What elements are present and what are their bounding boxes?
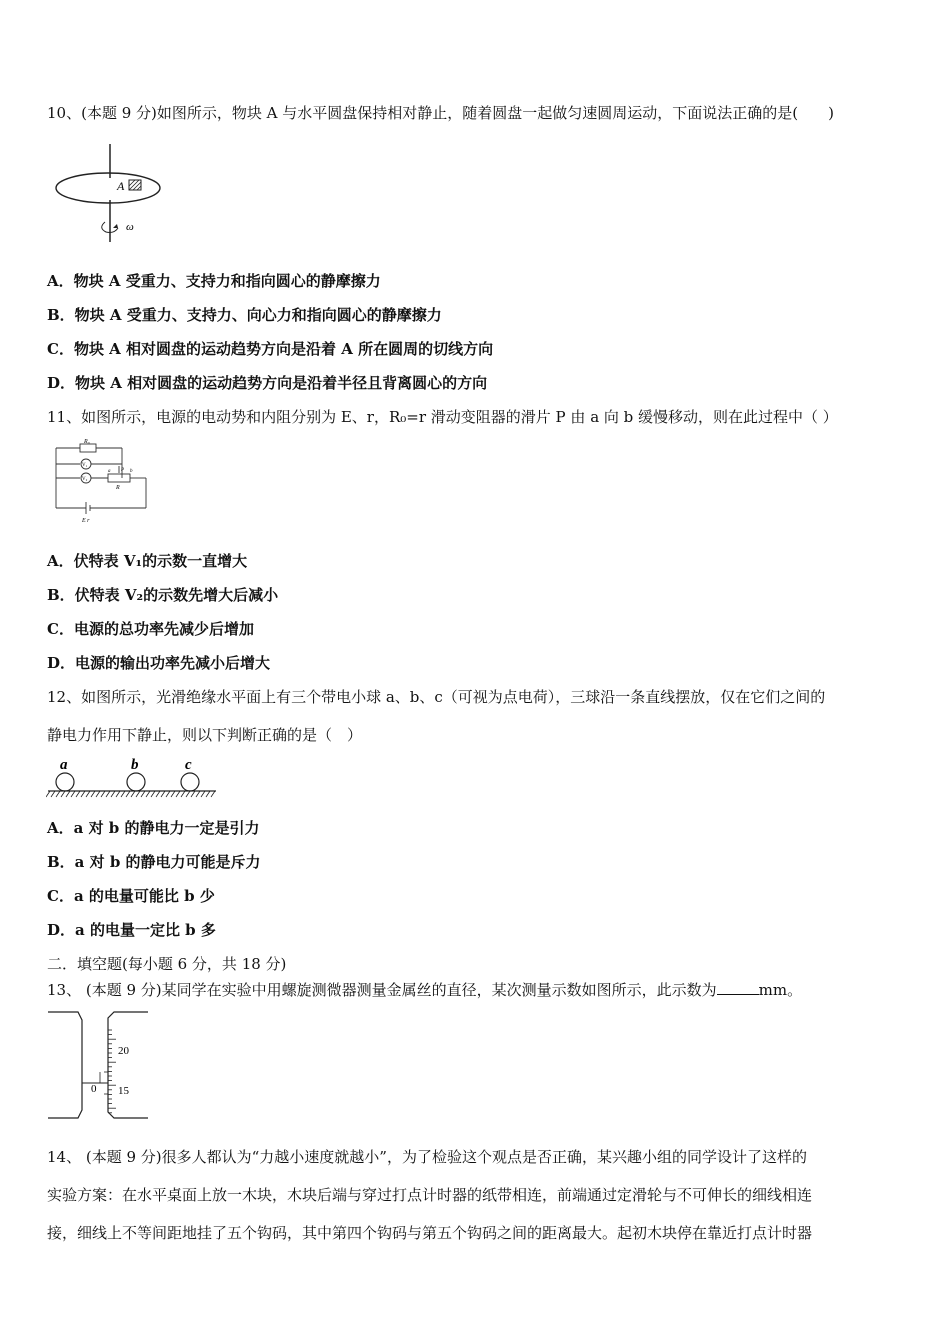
scale-label-20: 20 — [118, 1045, 129, 1057]
q11-option-c: C．电源的总功率先减少后增加 — [47, 620, 254, 638]
sleeve-zero-label: 0 — [91, 1083, 97, 1095]
circuit-p-label: P — [121, 468, 125, 473]
micrometer-figure — [46, 1010, 150, 1126]
q11-option-a: A．伏特表 V₁的示数一直增大 — [47, 552, 248, 570]
q10-option-b: B．物块 A 受重力、支持力、向心力和指向圆心的静摩擦力 — [47, 306, 442, 324]
block-a-label: A — [117, 179, 125, 193]
q10-option-c: C．物块 A 相对圆盘的运动趋势方向是沿着 A 所在圆周的切线方向 — [47, 340, 494, 358]
circuit-r-label: R — [116, 485, 120, 491]
section2-title: 二．填空题(每小题 6 分，共 18 分) — [47, 955, 287, 973]
circuit-v2-label: V₂ — [82, 477, 88, 482]
ball-b-label: b — [131, 757, 139, 773]
circuit-b-label: b — [130, 469, 133, 474]
circuit-figure — [50, 436, 154, 528]
q12-option-c: C．a 的电量可能比 b 少 — [47, 887, 215, 905]
circuit-e-label: E r — [82, 518, 90, 524]
q13-answer-blank — [717, 980, 759, 995]
ball-c-label: c — [185, 757, 192, 773]
q10-stem: 10、(本题 9 分)如图所示，物块 A 与水平圆盘保持相对静止，随着圆盘一起做匀速圆周运动，下面说法正确的是( ) — [47, 104, 834, 122]
q10-option-a: A．物块 A 受重力、支持力和指向圆心的静摩擦力 — [47, 272, 381, 290]
q14-line3: 接，细线上不等间距地挂了五个钩码，其中第四个钩码与第五个钩码之间的距离最大。起初木块停在靠近打点计时器 — [47, 1224, 813, 1242]
q12-option-b: B．a 对 b 的静电力可能是斥力 — [47, 853, 261, 871]
ball-a-label: a — [60, 757, 68, 773]
q14-line1: 14、 (本题 9 分)很多人都认为“力越小速度就越小”，为了检验这个观点是否正确，某兴趣小组的同学设计了这样的 — [47, 1148, 807, 1166]
q13-stem-before: 13、 (本题 9 分)某同学在实验中用螺旋测微器测量金属丝的直径，某次测量示数如图所示，此示数为 — [47, 981, 717, 999]
q11-option-b: B．伏特表 V₂的示数先增大后减小 — [47, 586, 279, 604]
q11-option-d: D．电源的输出功率先减小后增大 — [47, 654, 271, 672]
q13-stem-after: mm。 — [758, 981, 803, 999]
q13-stem — [47, 980, 802, 1000]
q12-option-a: A．a 对 b 的静电力一定是引力 — [47, 819, 260, 837]
three-balls-figure — [46, 756, 218, 804]
q12-option-d: D．a 的电量一定比 b 多 — [47, 921, 216, 939]
circuit-v1-label: V₁ — [82, 463, 88, 468]
q14-line2: 实验方案：在水平桌面上放一木块，木块后端与穿过打点计时器的纸带相连，前端通过定滑轮与不可伸长的细线相连 — [47, 1186, 813, 1204]
q10-option-d: D．物块 A 相对圆盘的运动趋势方向是沿着半径且背离圆心的方向 — [47, 374, 488, 392]
q12-stem-line2: 静电力作用下静止，则以下判断正确的是（ ） — [47, 726, 363, 744]
rotating-disk-figure — [50, 142, 170, 252]
scale-label-15: 15 — [118, 1085, 129, 1097]
q12-stem-line1: 12、如图所示，光滑绝缘水平面上有三个带电小球 a、b、c（可视为点电荷），三球沿一条直线摆放，仅在它们之间的 — [47, 688, 826, 706]
circuit-r0-label: R₀ — [84, 439, 90, 445]
q11-stem: 11、如图所示，电源的电动势和内阻分别为 E、r，R₀=r 滑动变阻器的滑片 P 由 a 向 b 缓慢移动，则在此过程中（ ） — [47, 408, 838, 426]
circuit-a-label: a — [108, 469, 111, 474]
omega-label: ω — [126, 221, 134, 233]
